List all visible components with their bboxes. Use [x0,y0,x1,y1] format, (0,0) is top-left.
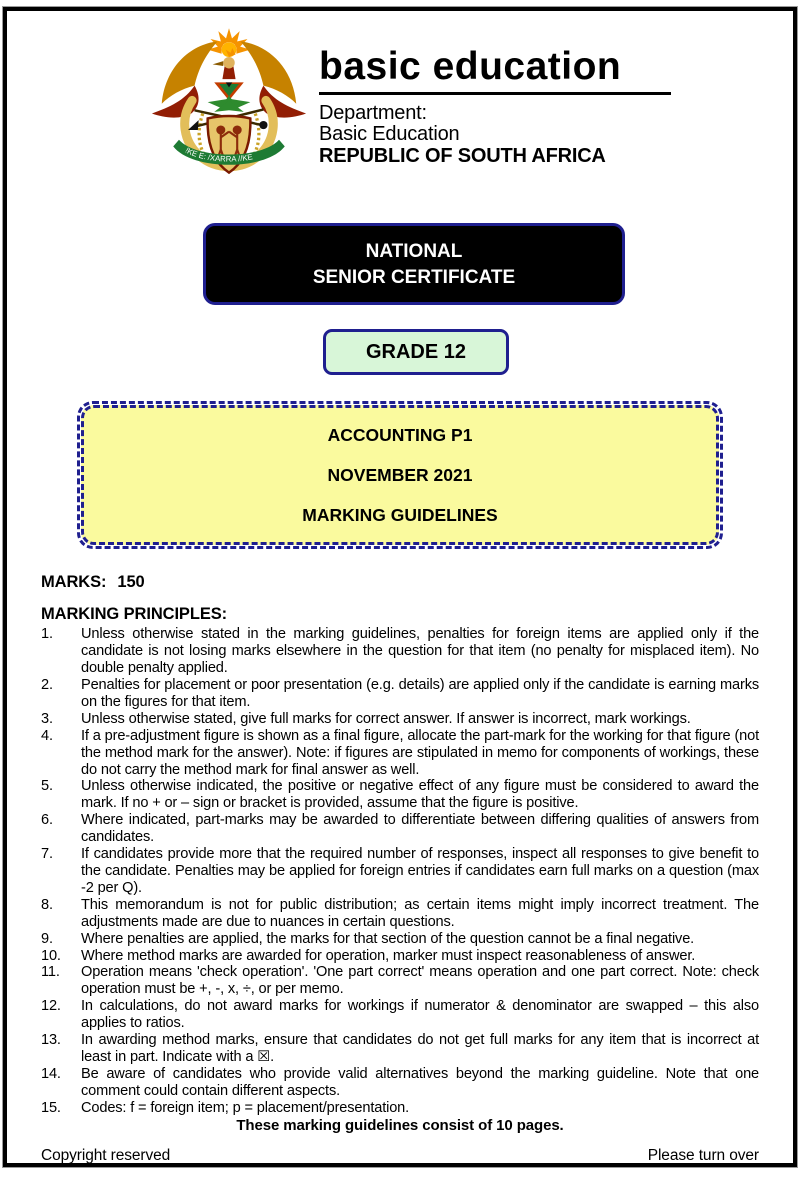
principle-text: Unless otherwise stated in the marking guidelines, penalties for foreign items are applied only if the candidate is not losing marks elsewhere in the question for that item (no penalty for misplaced item). No double penalty applied. [81,626,759,677]
motto-text: !KE E: /XARRA //KE [183,145,254,164]
principle-number: 12. [41,998,61,1015]
principle-item [41,931,759,948]
principle-number: 6. [41,812,53,829]
principle-text: This memorandum is not for public distribution; as certain items might imply incorrect treatment. The adjustments made are due to nuances in certain questions. [81,896,759,930]
principle-number: 7. [41,846,53,863]
principle-item [41,846,759,897]
subject-title: ACCOUNTING P1 [327,425,473,446]
principle-number: 1. [41,626,53,643]
footer-copyright: Copyright reserved [41,1146,171,1164]
principle-text: Unless otherwise stated, give full marks for correct answer. If answer is incorrect, mark workings. [81,710,691,727]
coat-of-arms-logo [147,25,311,189]
principle-item [41,812,759,846]
principle-item [41,1066,759,1100]
principle-item [41,626,759,677]
principle-text: Be aware of candidates who provide valid alternatives beyond the marking guideline. Note that one comment could contain different aspects. [81,1065,759,1099]
footer-turn-over: Please turn over [647,1146,759,1164]
principle-number: 10. [41,947,61,964]
dept-line-3: REPUBLIC OF SOUTH AFRICA [319,144,606,167]
principle-item [41,998,759,1032]
principle-text: Where penalties are applied, the marks for that section of the question cannot be a final negative. [81,930,695,947]
page [3,7,797,1167]
principle-text: Where method marks are awarded for operation, marker must inspect reasonableness of answer. [81,947,696,964]
principle-text: Codes: f = foreign item; p = placement/presentation. [81,1099,410,1116]
principle-number: 3. [41,710,53,727]
brand-underline [319,92,671,95]
principles-heading: MARKING PRINCIPLES: [41,605,228,624]
marks-label: MARKS: [41,573,107,592]
principle-item [41,778,759,812]
principle-item [41,964,759,998]
principle-text: Penalties for placement or poor presentation (e.g. details) are applied only if the candidate is earning marks on the figures for that item. [81,677,759,710]
principle-number: 5. [41,778,53,795]
principle-text: If candidates provide more that the required number of responses, inspect all responses to give benefit to the candidate. Penalties may be applied for foreign entries if candidates earn full marks on a question (max -2 per Q). [81,846,759,896]
dept-line-1: Department: [319,102,427,124]
marking-principles-list [41,626,759,1116]
principle-item [41,897,759,931]
session-title: NOVEMBER 2021 [327,465,473,486]
header [147,25,759,189]
principle-number: 13. [41,1032,61,1049]
principle-number: 8. [41,896,53,913]
grade-banner: GRADE 12 [323,329,509,375]
department-identity [319,47,671,167]
national-senior-certificate-banner [203,223,625,305]
leaf-fan [208,96,251,112]
principle-text: Unless otherwise indicated, the positive or negative effect of any figure must be considered to award the mark. If no + or – sign or bracket is provided, assume that the figure is positive. [81,778,759,812]
principle-item [41,711,759,728]
nsc-line-2: SENIOR CERTIFICATE [312,266,516,288]
principle-item [41,728,759,779]
principle-text: In calculations, do not award marks for workings if numerator & denominator are swapped – this also applies to ratios. [81,998,759,1032]
doc-type-title: MARKING GUIDELINES [302,505,498,526]
principle-text: In awarding method marks, ensure that candidates do not get full marks for any item that is incorrect at least in part. Indicate with a ☒. [81,1032,759,1065]
marks-value: 150 [117,573,145,592]
principle-item [41,1032,759,1066]
principle-text: Operation means 'check operation'. 'One part correct' means operation and one part correct. Note: check operation must be +, -, x, ÷, or per memo. [81,964,759,998]
principle-text: If a pre-adjustment figure is shown as a final figure, allocate the part-mark for the working for that figure (not the method mark for the answer). Note: if figures are stipulated in memo for components of workings, these do not carry the method mark for final answer as well. [81,727,759,778]
principle-number: 14. [41,1065,61,1082]
principle-item [41,948,759,965]
principle-item [41,1100,759,1117]
principle-text: Where indicated, part-marks may be awarded to differentiate between differing qualities of answers from candidates. [81,812,759,846]
footer [41,1147,759,1165]
pages-note: These marking guidelines consist of 10 pages. [236,1116,564,1134]
dept-line-2: Basic Education [319,123,460,146]
marks-line [41,573,759,592]
exam-title-box [77,401,723,549]
principle-number: 9. [41,930,53,947]
principle-item [41,677,759,711]
principle-number: 15. [41,1099,61,1116]
brand-title: basic education [319,45,622,88]
principle-number: 4. [41,727,53,744]
principle-number: 2. [41,677,53,693]
principle-number: 11. [41,964,60,981]
nsc-line-1: NATIONAL [365,241,463,262]
